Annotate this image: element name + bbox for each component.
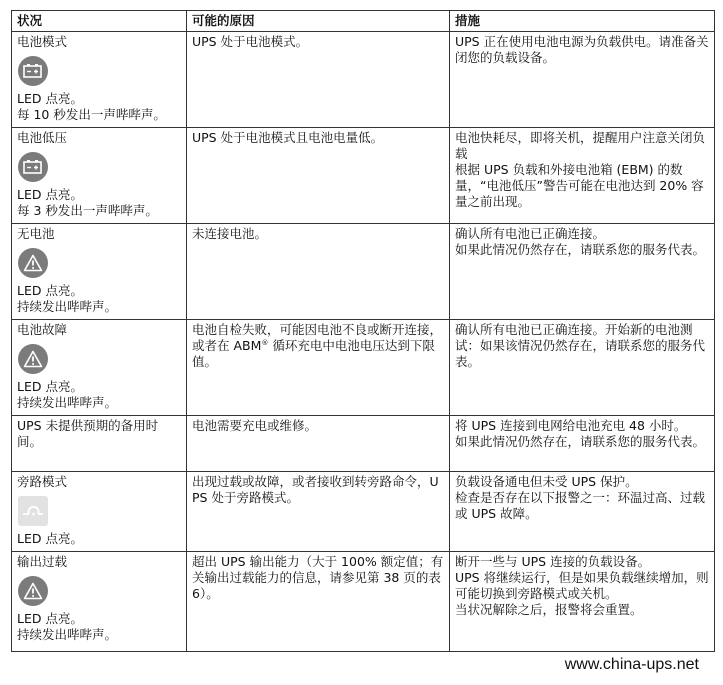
status-note: LED 点亮。	[17, 611, 83, 626]
status-title: 输出过载	[17, 554, 68, 569]
action-text: 检查是否存在以下报警之一：环温过高、过载或 UPS 故障。	[455, 490, 706, 521]
status-note: LED 点亮。	[17, 531, 83, 546]
cause-cell	[187, 416, 450, 472]
action-cell	[450, 552, 715, 652]
website-watermark: www.china-ups.net	[564, 656, 699, 673]
action-cell	[450, 128, 715, 224]
action-cell	[450, 224, 715, 320]
status-cell	[12, 320, 187, 416]
table-row	[12, 32, 715, 128]
status-title: 电池故障	[17, 322, 68, 337]
action-text: 确认所有电池已正确连接。	[455, 226, 606, 241]
table-row	[12, 416, 715, 472]
action-text: UPS 将继续运行，但是如果负载继续增加，则可能切换到旁路模式或关机。	[455, 570, 709, 601]
registered-mark: ®	[261, 338, 269, 347]
warning-icon	[18, 248, 48, 278]
status-cell	[12, 224, 187, 320]
action-cell	[450, 320, 715, 416]
table-row	[12, 128, 715, 224]
action-text: 确认所有电池已正确连接。开始新的电池测试：如果该情况仍然存在，请联系您的服务代表。	[455, 322, 706, 369]
table-row	[12, 320, 715, 416]
status-cell	[12, 32, 187, 128]
header-row	[12, 11, 715, 32]
status-note: 持续发出哔哔声。	[17, 299, 118, 314]
cause-cell	[187, 472, 450, 552]
cause-text: 出现过载或故障，或者接收到转旁路命令，UPS 处于旁路模式。	[192, 474, 439, 505]
status-cell	[12, 128, 187, 224]
warning-icon	[18, 344, 48, 374]
action-text: 电池快耗尽，即将关机，提醒用户注意关闭负载	[455, 130, 706, 161]
table-row	[12, 552, 715, 652]
battery-icon	[18, 152, 48, 182]
cause-cell	[187, 552, 450, 652]
action-text: UPS 正在使用电池电源为负载供电。请准备关闭您的负载设备。	[455, 34, 709, 65]
action-cell	[450, 32, 715, 128]
status-note: 持续发出哔哔声。	[17, 627, 118, 642]
header-status: 状况	[12, 11, 187, 32]
status-table	[11, 10, 715, 652]
action-cell	[450, 416, 715, 472]
cause-cell	[187, 32, 450, 128]
action-text: 将 UPS 连接到电网给电池充电 48 小时。	[455, 418, 687, 433]
header-cause: 可能的原因	[187, 11, 450, 32]
status-note: 持续发出哔哔声。	[17, 395, 118, 410]
action-text: 根据 UPS 负载和外接电池箱 (EBM) 的数量，“电池低压”警告可能在电池达到 20% 容量之前出现。	[455, 162, 704, 209]
action-text: 如果此情况仍然存在，请联系您的服务代表。	[455, 434, 706, 449]
status-title: 电池低压	[17, 130, 68, 145]
cause-text: UPS 处于电池模式且电池电量低。	[192, 130, 384, 145]
status-note: LED 点亮。	[17, 91, 83, 106]
action-text: 断开一些与 UPS 连接的负载设备。	[455, 554, 651, 569]
cause-cell	[187, 224, 450, 320]
status-title: 无电池	[17, 226, 55, 241]
cause-text-part: 循环充电中电池电压达到下限值。	[192, 338, 435, 369]
action-text: 负载设备通电但未受 UPS 保护。	[455, 474, 638, 489]
action-text: 当状况解除之后，报警将会重置。	[455, 602, 643, 617]
status-note: 每 10 秒发出一声哔哔声。	[17, 107, 166, 122]
header-action: 措施	[450, 11, 715, 32]
table-row	[12, 472, 715, 552]
status-cell	[12, 552, 187, 652]
status-note: LED 点亮。	[17, 379, 83, 394]
cause-cell	[187, 128, 450, 224]
status-note: LED 点亮。	[17, 283, 83, 298]
cause-text: 未连接电池。	[192, 226, 268, 241]
table-row	[12, 224, 715, 320]
status-title: 电池模式	[17, 34, 68, 49]
status-cell	[12, 472, 187, 552]
cause-text: 电池需要充电或维修。	[192, 418, 318, 433]
cause-text-part: 电池自检失败，可能因电池不良或断开连接，或者在 ABM	[192, 322, 443, 353]
status-note: LED 点亮。	[17, 187, 83, 202]
cause-text: UPS 处于电池模式。	[192, 34, 309, 49]
status-title: UPS 未提供预期的备用时间。	[17, 418, 159, 449]
bypass-icon	[18, 496, 48, 526]
cause-text	[192, 322, 444, 370]
cause-cell	[187, 320, 450, 416]
battery-icon	[18, 56, 48, 86]
cause-text: 超出 UPS 输出能力（大于 100% 额定值；有关输出过载能力的信息，请参见第 38 页的表 6）。	[192, 554, 444, 601]
status-cell	[12, 416, 187, 472]
action-cell	[450, 472, 715, 552]
warning-icon	[18, 576, 48, 606]
action-text: 如果此情况仍然存在，请联系您的服务代表。	[455, 242, 706, 257]
status-note: 每 3 秒发出一声哔哔声。	[17, 203, 158, 218]
status-title: 旁路模式	[17, 474, 68, 489]
